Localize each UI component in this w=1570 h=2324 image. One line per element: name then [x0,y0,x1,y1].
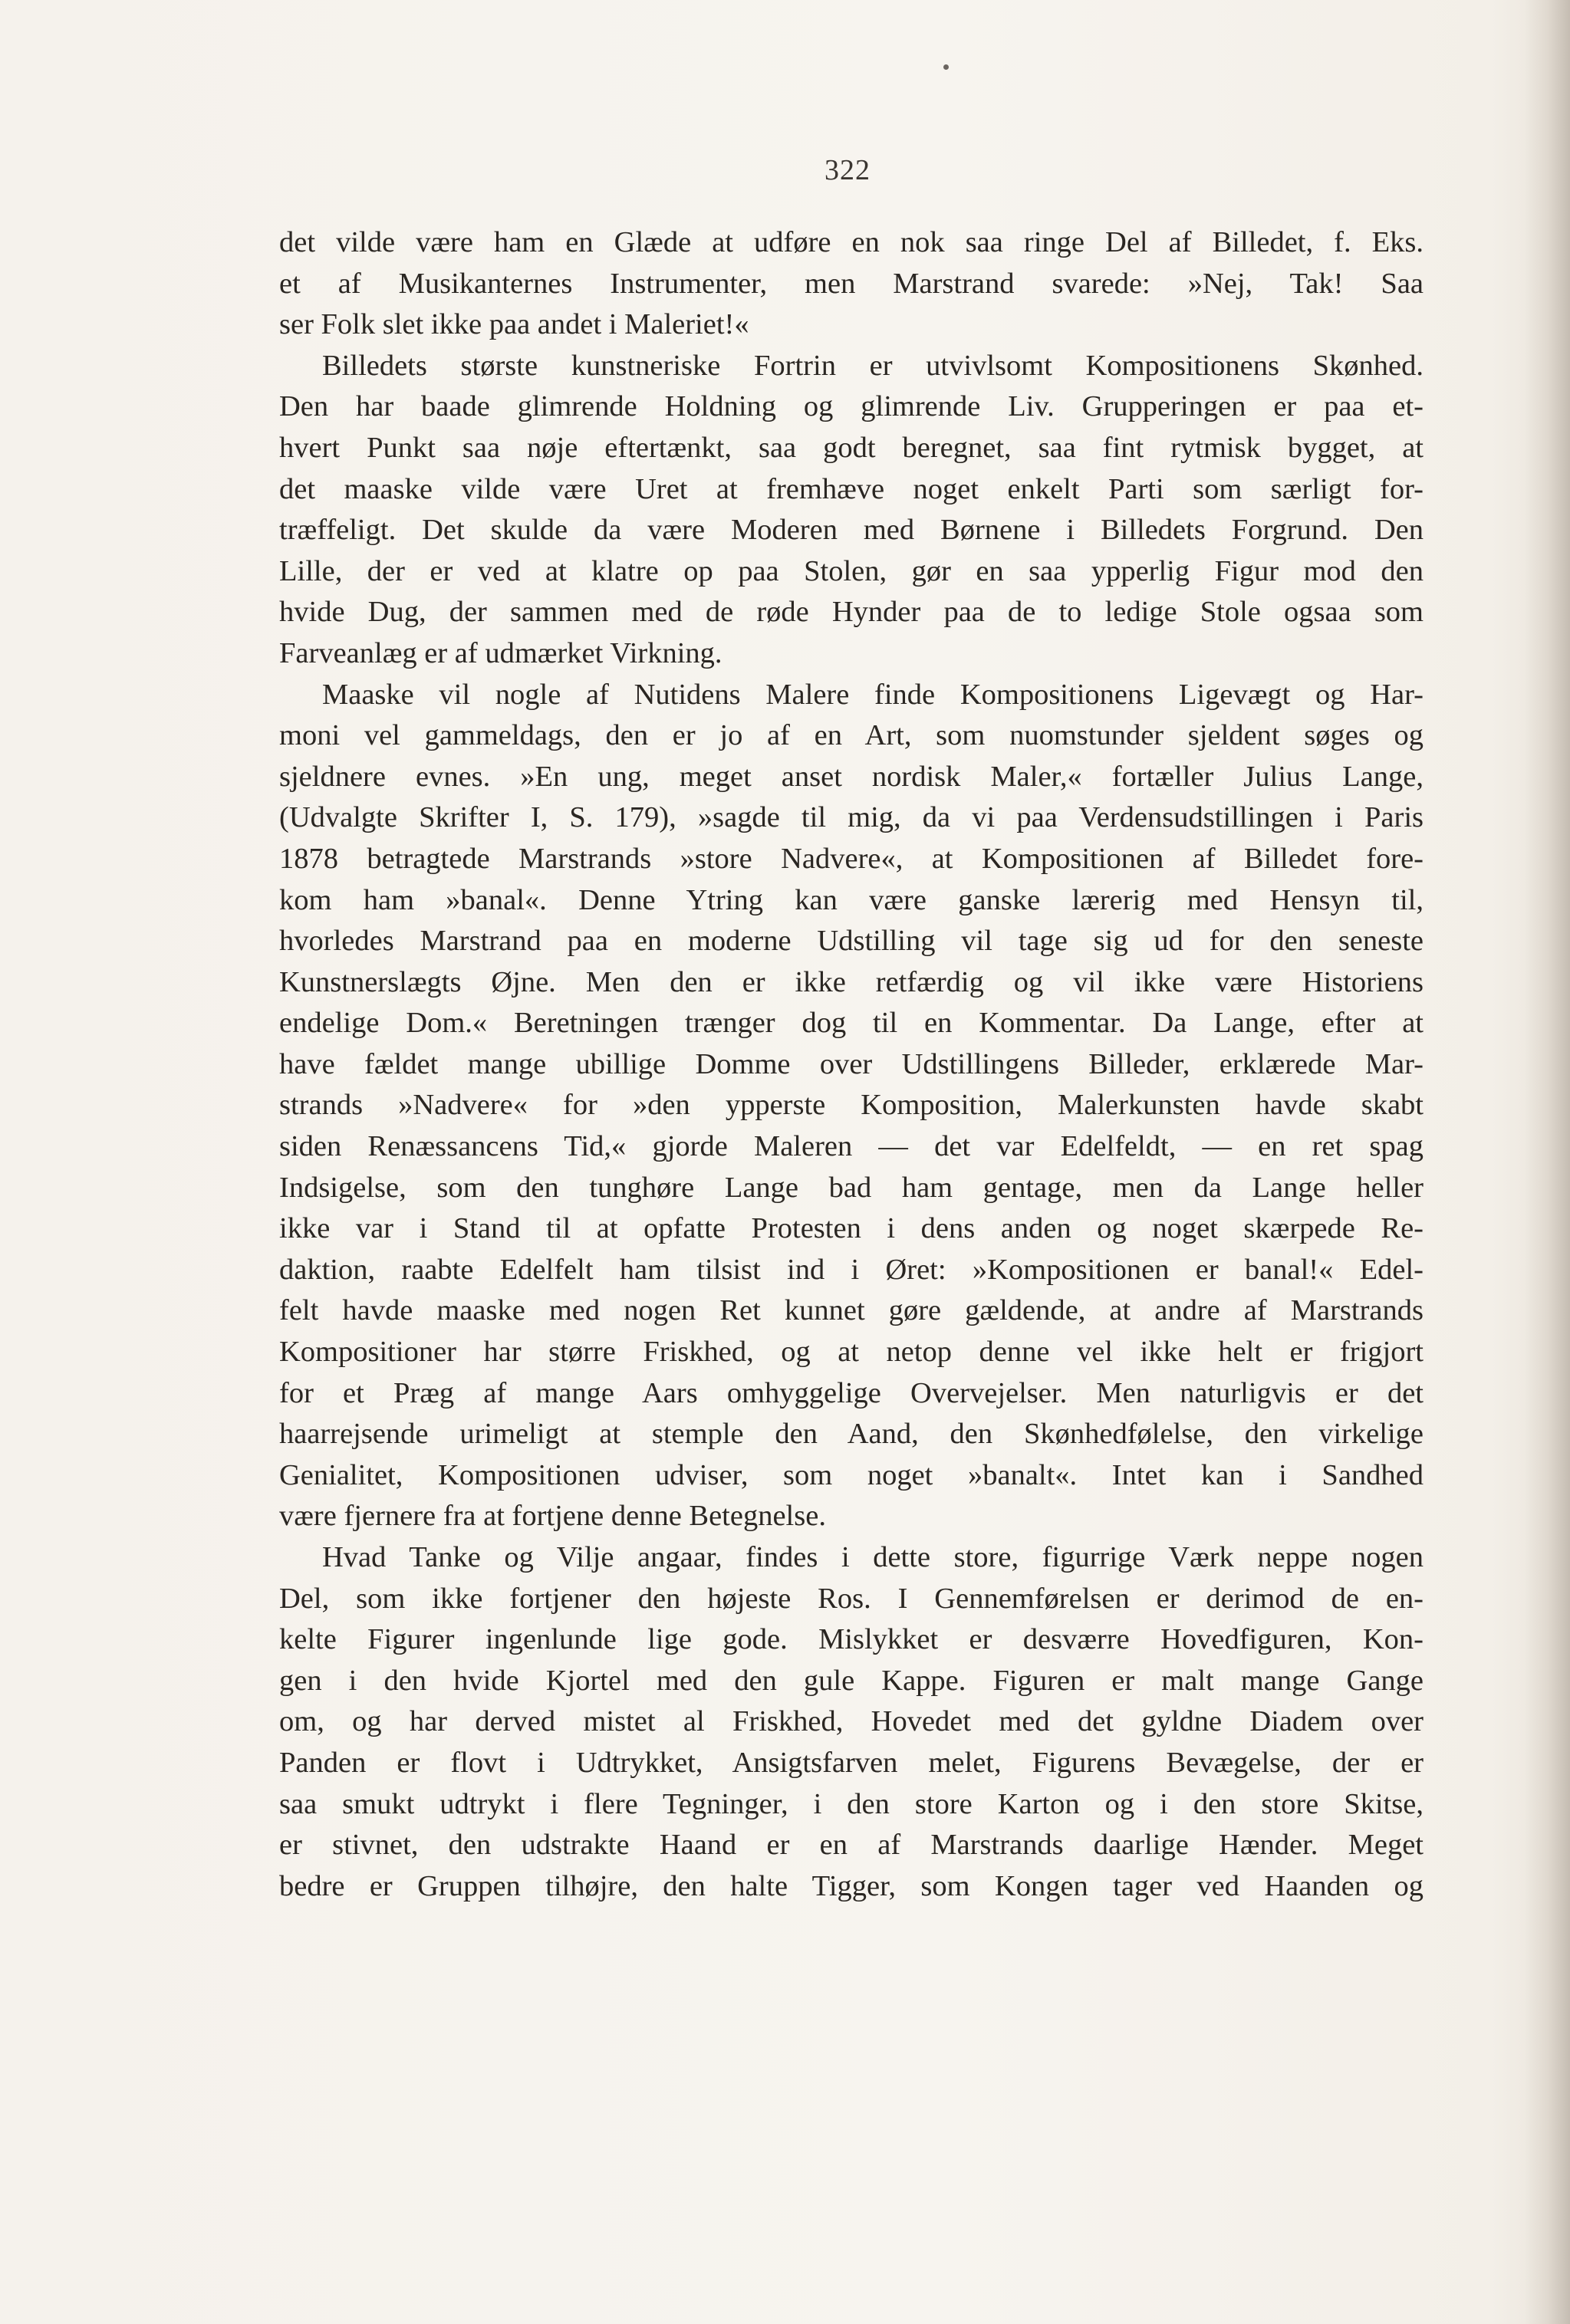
text-line: Indsigelse, som den tunghøre Lange bad ham gentage, men da Lange heller [279,1171,1424,1204]
text-line: Farveanlæg er af udmærket Virkning. [279,636,722,669]
page-number: 322 [824,154,871,186]
text-line: ser Folk slet ikke paa andet i Maleriet!« [279,308,749,341]
text-line: et af Musikanternes Instrumenter, men Marstrand svarede: »Nej, Tak! Saa [279,267,1424,300]
body-text [279,222,1424,1907]
text-line: Kunstnerslægts Øjne. Men den er ikke retfærdig og vil ikke være Historiens [279,965,1424,998]
text-line: Del, som ikke fortjener den højeste Ros. I Gennemførelsen er derimod de en- [279,1582,1424,1615]
text-line: Hvad Tanke og Vilje angaar, findes i dette store, figurrige Værk neppe nogen [322,1541,1424,1573]
text-line: hvert Punkt saa nøje eftertænkt, saa godt beregnet, saa fint rytmisk bygget, at [279,431,1424,464]
text-line: sjeldnere evnes. »En ung, meget anset nordisk Maler,« fortæller Julius Lange, [279,760,1424,793]
text-line: saa smukt udtrykt i flere Tegninger, i den store Karton og i den store Skitse, [279,1787,1424,1820]
text-line: moni vel gammeldags, den er jo af en Art, som nuomstunder sjeldent søges og [279,719,1424,752]
text-line: 1878 betragtede Marstrands »store Nadvere«, at Kompositionen af Billedet fore- [279,842,1424,875]
text-line: Den har baade glimrende Holdning og glimrende Liv. Grupperingen er paa et- [279,390,1424,423]
text-line: træffeligt. Det skulde da være Moderen med Børnene i Billedets Forgrund. Den [279,514,1424,547]
text-line: for et Præg af mange Aars omhyggelige Overvejelser. Men naturligvis er det [279,1376,1424,1409]
text-line: kelte Figurer ingenlunde lige gode. Mislykket er desværre Hovedfiguren, Kon- [279,1623,1424,1656]
text-line: have fældet mange ubillige Domme over Udstillingens Billeder, erklærede Mar- [279,1047,1424,1080]
text-line: det maaske vilde være Uret at fremhæve noget enkelt Parti som særligt for- [279,472,1424,505]
text-line: bedre er Gruppen tilhøjre, den halte Tigger, som Kongen tager ved Haanden og [279,1869,1424,1902]
text-line: strands »Nadvere« for »den ypperste Komposition, Malerkunsten havde skabt [279,1089,1424,1122]
text-line: gen i den hvide Kjortel med den gule Kappe. Figuren er malt mange Gange [279,1664,1424,1697]
text-line: Maaske vil nogle af Nutidens Malere finde Kompositionens Ligevægt og Har- [322,678,1424,711]
text-line: Lille, der er ved at klatre op paa Stolen, gør en saa ypperlig Figur mod den [279,554,1424,587]
text-line: haarrejsende urimeligt at stemple den Aand, den Skønhedfølelse, den virkelige [279,1418,1424,1451]
text-line: hvorledes Marstrand paa en moderne Udstilling vil tage sig ud for den seneste [279,925,1424,958]
text-line: daktion, raabte Edelfelt ham tilsist ind i Øret: »Kompositionen er banal!« Edel- [279,1253,1424,1286]
text-line: det vilde være ham en Glæde at udføre en nok saa ringe Del af Billedet, f. Eks. [279,226,1424,258]
text-line: siden Renæssancens Tid,« gjorde Maleren — det var Edelfeldt, — en ret spag [279,1130,1424,1163]
text-line: kom ham »banal«. Denne Ytring kan være ganske lærerig med Hensyn til, [279,883,1424,916]
text-line: hvide Dug, der sammen med de røde Hynder paa de to ledige Stole ogsaa som [279,596,1424,629]
text-line: (Udvalgte Skrifter I, S. 179), »sagde til mig, da vi paa Verdensudstillingen i Paris [279,801,1424,834]
text-line: om, og har derved mistet al Friskhed, Hovedet med det gyldne Diadem over [279,1705,1424,1738]
text-line: være fjernere fra at fortjene denne Betegnelse. [279,1500,826,1533]
text-line: er stivnet, den udstrakte Haand er en af Marstrands daarlige Hænder. Meget [279,1829,1424,1862]
text-line: Panden er flovt i Udtrykket, Ansigtsfarven melet, Figurens Bevægelse, der er [279,1746,1424,1779]
text-line: felt havde maaske med nogen Ret kunnet gøre gældende, at andre af Marstrands [279,1294,1424,1327]
ink-speck [943,64,949,70]
text-line: Billedets største kunstneriske Fortrin er utvivlsomt Kompositionens Skønhed. [322,349,1424,382]
text-line: Kompositioner har større Friskhed, og at netop denne vel ikke helt er frigjort [279,1336,1424,1369]
page-edge-shadow [1524,0,1570,2324]
text-line: endelige Dom.« Beretningen trænger dog til en Kommentar. Da Lange, efter at [279,1007,1424,1040]
text-line: Genialitet, Kompositionen udviser, som noget »banalt«. Intet kan i Sandhed [279,1458,1424,1491]
text-line: ikke var i Stand til at opfatte Protesten i dens anden og noget skærpede Re- [279,1212,1424,1245]
